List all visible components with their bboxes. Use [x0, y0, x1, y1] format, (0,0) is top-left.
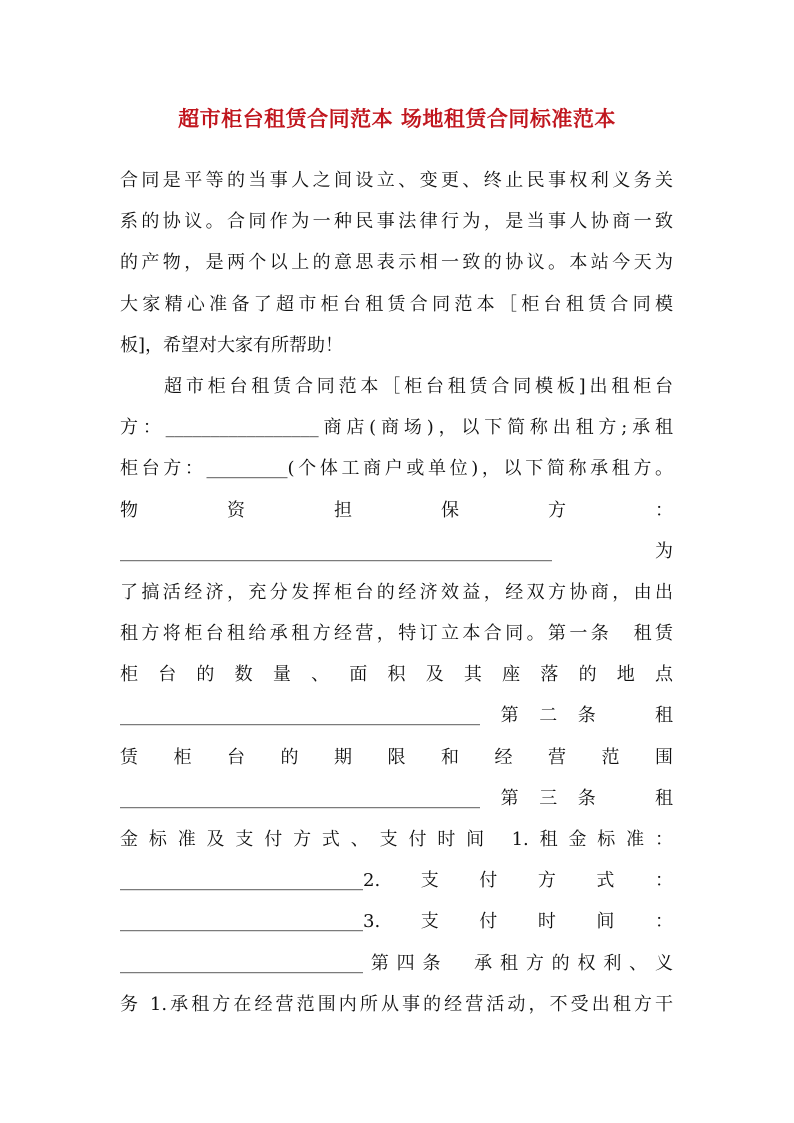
paragraph-line: ___________________________3. 支 付 时 间 ： [120, 911, 673, 933]
paragraph-line: 大家精心准备了超市柜台租赁合同范本［柜台租赁合同模 [120, 293, 673, 315]
paragraph-line: ________________________________________________ 为 [120, 540, 673, 562]
paragraph-line: 赁柜台的期限和经营范围 [120, 746, 673, 768]
paragraph-line: ________________________________________第三条 租 [120, 787, 673, 809]
paragraph-line: 务 1.承租方在经营范围内所从事的经营活动，不受出租方干 [120, 993, 673, 1015]
paragraph-line: ___________________________第四条 承租方的权利、义 [120, 952, 673, 974]
paragraph-line: 合同是平等的当事人之间设立、变更、终止民事权利义务关 [120, 170, 673, 191]
paragraph-line: 系的协议。合同作为一种民事法律行为，是当事人协商一致 [120, 211, 673, 233]
paragraph-line: 超市柜台租赁合同范本［柜台租赁合同模板]出租柜台 [164, 375, 673, 397]
paragraph-line: 了搞活经济，充分发挥柜台的经济效益，经双方协商，由出 [120, 581, 673, 603]
paragraph-line: 的产物，是两个以上的意思表示相一致的协议。本站今天为 [120, 252, 673, 274]
paragraph-line: 板]，希望对大家有所帮助！ [120, 334, 344, 356]
paragraph-line: 柜台的数量、面积及其座落的地点 [120, 664, 673, 686]
paragraph-line: 物 资 担 保 方 ： [120, 499, 673, 521]
paragraph-line: 租方将柜台租给承租方经营，特订立本合同。第一条 租赁 [120, 623, 673, 645]
paragraph-line: 金标准及支付方式、支付时间 1.租金标准： [120, 829, 673, 850]
paragraph-line: 柜台方：_________(个体工商户或单位)，以下简称承租方。 [120, 458, 673, 480]
paragraph-line: 方：_________________商店(商场)，以下简称出租方;承租 [120, 417, 673, 439]
paragraph-line: ________________________________________第二条 租 [120, 705, 673, 727]
document-title: 超市柜台租赁合同范本 场地租赁合同标准范本 [178, 106, 616, 131]
document-body [120, 160, 673, 1025]
paragraph-line: ___________________________2. 支 付 方 式 ： [120, 870, 673, 892]
